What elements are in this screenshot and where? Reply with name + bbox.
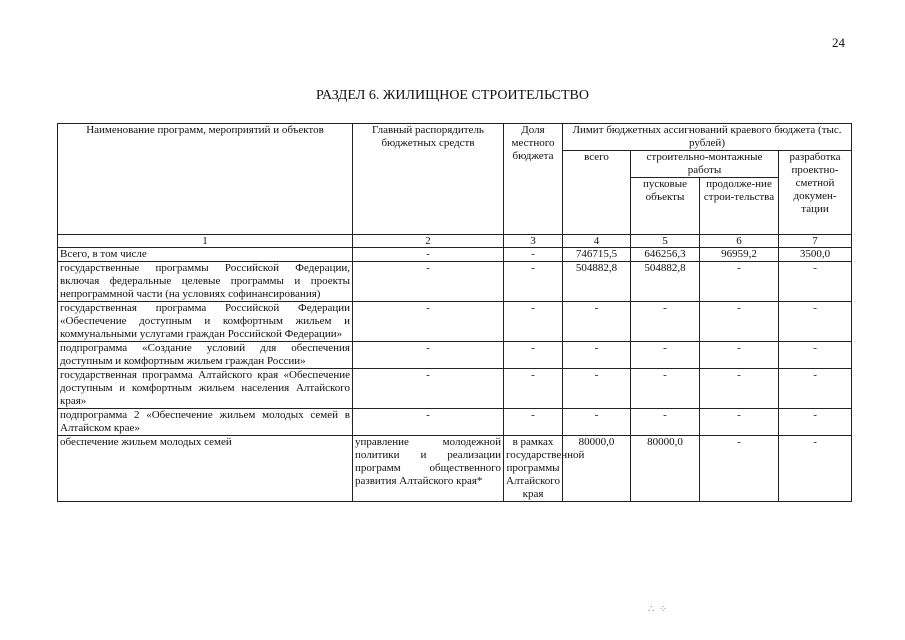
ongoing-amount: - xyxy=(700,436,779,502)
design-amount: - xyxy=(779,302,852,342)
program-name: обеспечение жильем молодых семей xyxy=(58,436,353,502)
design-amount: - xyxy=(779,342,852,369)
program-name: Всего, в том числе xyxy=(58,248,353,262)
header-ongoing-construction: продолже-ние строи-тельства xyxy=(700,178,779,235)
startup-amount: - xyxy=(631,342,700,369)
header-construction: строительно-монтажные работы xyxy=(631,151,779,178)
column-number: 4 xyxy=(563,235,631,248)
column-numbers-row xyxy=(58,235,852,248)
total-amount: - xyxy=(563,369,631,409)
header-program-name: Наименование программ, мероприятий и объектов xyxy=(58,124,353,235)
program-name: государственные программы Российской Федерации, включая федеральные целевые программы и проекты непрограммной части (на условиях софинансирования) xyxy=(58,262,353,302)
table-row xyxy=(58,369,852,409)
budget-manager: управление молодежной политики и реализации программ общественного развития Алтайского края* xyxy=(353,436,504,502)
local-share: - xyxy=(504,342,563,369)
total-amount: 80000,0 xyxy=(563,436,631,502)
table-row xyxy=(58,409,852,436)
ongoing-amount: - xyxy=(700,262,779,302)
budget-manager: - xyxy=(353,262,504,302)
local-share: - xyxy=(504,302,563,342)
budget-table xyxy=(57,123,852,502)
budget-manager: - xyxy=(353,342,504,369)
scan-artifact: ∴ ⁘ xyxy=(648,604,669,615)
ongoing-amount: - xyxy=(700,409,779,436)
header-budget-limit: Лимит бюджетных ассигнований краевого бюджета (тыс. рублей) xyxy=(563,124,852,151)
local-share: - xyxy=(504,248,563,262)
startup-amount: 80000,0 xyxy=(631,436,700,502)
column-number: 3 xyxy=(504,235,563,248)
column-number: 2 xyxy=(353,235,504,248)
design-amount: - xyxy=(779,369,852,409)
design-amount: - xyxy=(779,409,852,436)
table-row xyxy=(58,436,852,502)
startup-amount: 504882,8 xyxy=(631,262,700,302)
total-amount: 504882,8 xyxy=(563,262,631,302)
program-name: подпрограмма «Создание условий для обеспечения доступным и комфортным жильем граждан России» xyxy=(58,342,353,369)
local-share: - xyxy=(504,409,563,436)
column-number: 5 xyxy=(631,235,700,248)
program-name: государственная программа Российской Федерации «Обеспечение доступным и комфортным жильем и коммунальными услугами граждан Российской Федерации» xyxy=(58,302,353,342)
table-row xyxy=(58,302,852,342)
design-amount: - xyxy=(779,436,852,502)
table-row xyxy=(58,342,852,369)
total-amount: - xyxy=(563,302,631,342)
budget-manager: - xyxy=(353,302,504,342)
design-amount: - xyxy=(779,262,852,302)
header-budget-manager: Главный распорядитель бюджетных средств xyxy=(353,124,504,235)
column-number: 7 xyxy=(779,235,852,248)
total-amount: - xyxy=(563,342,631,369)
design-amount: 3500,0 xyxy=(779,248,852,262)
ongoing-amount: 96959,2 xyxy=(700,248,779,262)
header-local-share: Доля местного бюджета xyxy=(504,124,563,235)
column-number: 1 xyxy=(58,235,353,248)
budget-manager: - xyxy=(353,409,504,436)
startup-amount: 646256,3 xyxy=(631,248,700,262)
total-amount: 746715,5 xyxy=(563,248,631,262)
column-number: 6 xyxy=(700,235,779,248)
ongoing-amount: - xyxy=(700,302,779,342)
local-share: в рамках государственной программы Алтайского края xyxy=(504,436,563,502)
header-total: всего xyxy=(563,151,631,235)
startup-amount: - xyxy=(631,369,700,409)
table-row xyxy=(58,248,852,262)
startup-amount: - xyxy=(631,302,700,342)
budget-manager: - xyxy=(353,248,504,262)
section-title: РАЗДЕЛ 6. ЖИЛИЩНОЕ СТРОИТЕЛЬСТВО xyxy=(316,88,589,103)
startup-amount: - xyxy=(631,409,700,436)
table-row xyxy=(58,262,852,302)
total-amount: - xyxy=(563,409,631,436)
ongoing-amount: - xyxy=(700,342,779,369)
program-name: подпрограмма 2 «Обеспечение жильем молодых семей в Алтайском крае» xyxy=(58,409,353,436)
ongoing-amount: - xyxy=(700,369,779,409)
local-share: - xyxy=(504,369,563,409)
page-number: 24 xyxy=(832,35,845,50)
budget-manager: - xyxy=(353,369,504,409)
program-name: государственная программа Алтайского края «Обеспечение доступным и комфортным жильем населения Алтайского края» xyxy=(58,369,353,409)
local-share: - xyxy=(504,262,563,302)
header-startup-objects: пусковые объекты xyxy=(631,178,700,235)
header-design-docs: разработка проектно-сметной докумен-тации xyxy=(779,151,852,235)
